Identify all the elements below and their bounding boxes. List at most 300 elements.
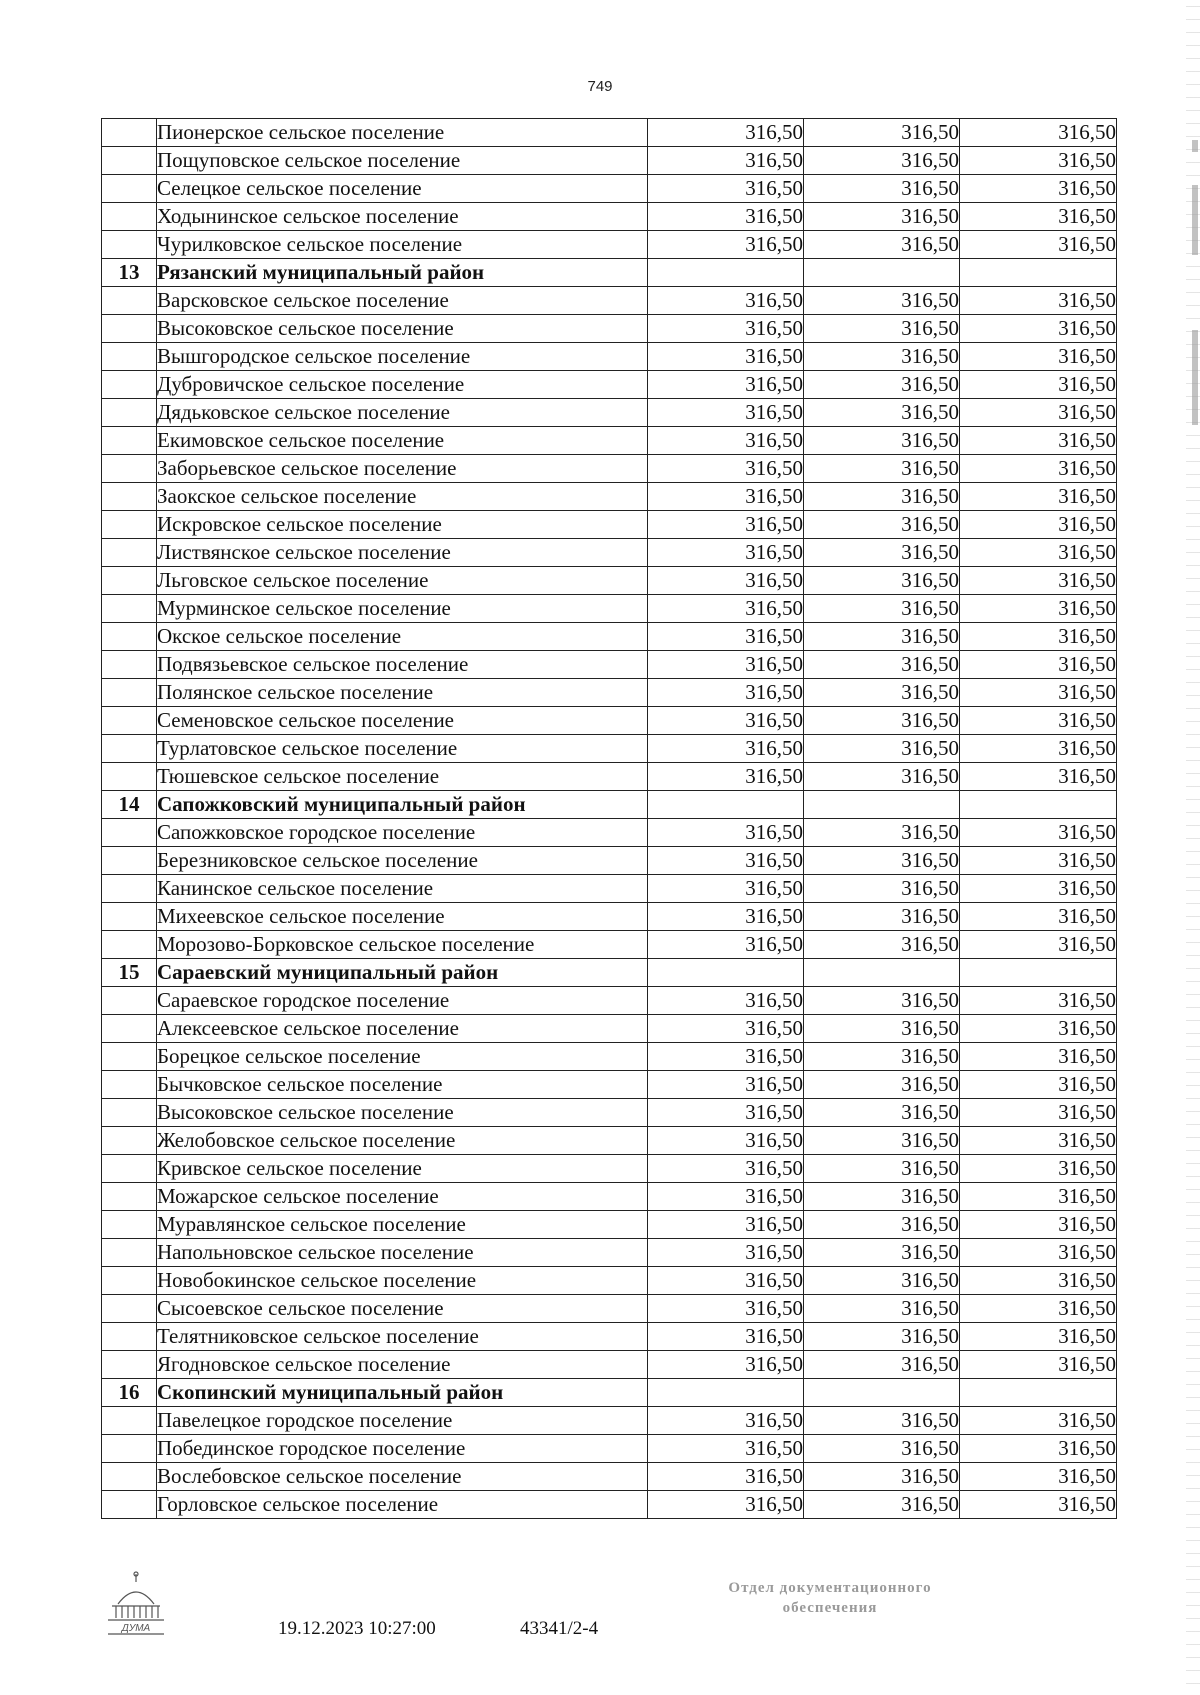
table-row <box>102 987 1117 1015</box>
value-cell-3: 316,50 <box>960 1295 1117 1323</box>
value-cell-1: 316,50 <box>648 203 804 231</box>
value-cell-1: 316,50 <box>648 567 804 595</box>
value-cell-2: 316,50 <box>804 595 960 623</box>
value-cell-1: 316,50 <box>648 1435 804 1463</box>
value-cell-2: 316,50 <box>804 1211 960 1239</box>
table-row <box>102 847 1117 875</box>
value-cell-2: 316,50 <box>804 1323 960 1351</box>
value-cell-2: 316,50 <box>804 987 960 1015</box>
value-cell-2 <box>804 791 960 819</box>
value-cell-2: 316,50 <box>804 679 960 707</box>
settlement-name-cell: Бычковское сельское поселение <box>157 1071 648 1099</box>
value-cell-3: 316,50 <box>960 595 1117 623</box>
value-cell-3 <box>960 959 1117 987</box>
footer-datetime: 19.12.2023 10:27:00 <box>278 1618 436 1639</box>
stamp-line-2: обеспечения <box>782 1600 878 1616</box>
row-number-cell <box>102 875 157 903</box>
settlement-name-cell: Павелецкое городское поселение <box>157 1407 648 1435</box>
value-cell-3: 316,50 <box>960 987 1117 1015</box>
district-row <box>102 959 1117 987</box>
table-row <box>102 315 1117 343</box>
value-cell-3: 316,50 <box>960 371 1117 399</box>
row-number-cell <box>102 567 157 595</box>
value-cell-2: 316,50 <box>804 1043 960 1071</box>
row-number-cell <box>102 931 157 959</box>
value-cell-3: 316,50 <box>960 203 1117 231</box>
table-row <box>102 119 1117 147</box>
table-row <box>102 1463 1117 1491</box>
value-cell-2: 316,50 <box>804 315 960 343</box>
table-row <box>102 1183 1117 1211</box>
settlement-name-cell: Полянское сельское поселение <box>157 679 648 707</box>
value-cell-2 <box>804 1379 960 1407</box>
value-cell-1: 316,50 <box>648 455 804 483</box>
value-cell-2: 316,50 <box>804 819 960 847</box>
value-cell-1: 316,50 <box>648 1099 804 1127</box>
value-cell-3: 316,50 <box>960 875 1117 903</box>
table-row <box>102 763 1117 791</box>
department-stamp <box>690 1578 970 1618</box>
value-cell-3: 316,50 <box>960 931 1117 959</box>
value-cell-2: 316,50 <box>804 651 960 679</box>
table-row <box>102 567 1117 595</box>
value-cell-2: 316,50 <box>804 1351 960 1379</box>
table-row <box>102 399 1117 427</box>
table-row <box>102 1407 1117 1435</box>
value-cell-2: 316,50 <box>804 483 960 511</box>
settlement-name-cell: Кривское сельское поселение <box>157 1155 648 1183</box>
value-cell-3: 316,50 <box>960 1155 1117 1183</box>
value-cell-1: 316,50 <box>648 511 804 539</box>
value-cell-3: 316,50 <box>960 1071 1117 1099</box>
table-row <box>102 455 1117 483</box>
scan-artifact <box>1192 330 1198 425</box>
value-cell-2: 316,50 <box>804 763 960 791</box>
value-cell-1: 316,50 <box>648 1211 804 1239</box>
value-cell-2: 316,50 <box>804 1183 960 1211</box>
value-cell-2: 316,50 <box>804 875 960 903</box>
value-cell-1: 316,50 <box>648 1239 804 1267</box>
table-row <box>102 1491 1117 1519</box>
value-cell-2: 316,50 <box>804 707 960 735</box>
value-cell-1 <box>648 1379 804 1407</box>
value-cell-3: 316,50 <box>960 1435 1117 1463</box>
value-cell-1: 316,50 <box>648 1295 804 1323</box>
table-row <box>102 679 1117 707</box>
value-cell-2: 316,50 <box>804 539 960 567</box>
settlement-name-cell: Вышгородское сельское поселение <box>157 343 648 371</box>
value-cell-1: 316,50 <box>648 679 804 707</box>
row-number-cell <box>102 203 157 231</box>
row-number-cell <box>102 651 157 679</box>
value-cell-1: 316,50 <box>648 735 804 763</box>
table-row <box>102 1155 1117 1183</box>
value-cell-1: 316,50 <box>648 819 804 847</box>
value-cell-2: 316,50 <box>804 1463 960 1491</box>
value-cell-3: 316,50 <box>960 231 1117 259</box>
row-number-cell <box>102 1043 157 1071</box>
settlement-name-cell: Муравлянское сельское поселение <box>157 1211 648 1239</box>
settlement-name-cell: Чурилковское сельское поселение <box>157 231 648 259</box>
value-cell-3: 316,50 <box>960 539 1117 567</box>
value-cell-1: 316,50 <box>648 427 804 455</box>
value-cell-3: 316,50 <box>960 1351 1117 1379</box>
value-cell-1 <box>648 959 804 987</box>
value-cell-2: 316,50 <box>804 231 960 259</box>
row-number-cell <box>102 903 157 931</box>
value-cell-2: 316,50 <box>804 903 960 931</box>
settlement-name-cell: Сараевское городское поселение <box>157 987 648 1015</box>
value-cell-2: 316,50 <box>804 567 960 595</box>
value-cell-1: 316,50 <box>648 119 804 147</box>
value-cell-1: 316,50 <box>648 1267 804 1295</box>
logo-text: ДУМА <box>121 1623 151 1634</box>
settlement-name-cell: Мурминское сельское поселение <box>157 595 648 623</box>
value-cell-1: 316,50 <box>648 903 804 931</box>
settlement-name-cell: Скопинский муниципальный район <box>157 1379 648 1407</box>
district-row <box>102 1379 1117 1407</box>
table-row <box>102 875 1117 903</box>
value-cell-3: 316,50 <box>960 847 1117 875</box>
value-cell-3: 316,50 <box>960 511 1117 539</box>
row-number-cell <box>102 1239 157 1267</box>
table-row <box>102 1239 1117 1267</box>
settlement-name-cell: Дядьковское сельское поселение <box>157 399 648 427</box>
footer-doc-code: 43341/2-4 <box>520 1618 599 1639</box>
settlement-name-cell: Ягодновское сельское поселение <box>157 1351 648 1379</box>
value-cell-1: 316,50 <box>648 1463 804 1491</box>
table-row <box>102 1099 1117 1127</box>
value-cell-2: 316,50 <box>804 1407 960 1435</box>
value-cell-2: 316,50 <box>804 1491 960 1519</box>
value-cell-3: 316,50 <box>960 623 1117 651</box>
value-cell-3: 316,50 <box>960 1183 1117 1211</box>
row-number-cell <box>102 1323 157 1351</box>
value-cell-3: 316,50 <box>960 483 1117 511</box>
table-row <box>102 147 1117 175</box>
settlement-name-cell: Сысоевское сельское поселение <box>157 1295 648 1323</box>
table-row <box>102 1015 1117 1043</box>
value-cell-3: 316,50 <box>960 175 1117 203</box>
value-cell-3: 316,50 <box>960 1211 1117 1239</box>
value-cell-3: 316,50 <box>960 119 1117 147</box>
row-number-cell <box>102 1463 157 1491</box>
value-cell-2: 316,50 <box>804 455 960 483</box>
settlement-name-cell: Окское сельское поселение <box>157 623 648 651</box>
value-cell-3: 316,50 <box>960 1463 1117 1491</box>
value-cell-2: 316,50 <box>804 371 960 399</box>
scan-artifact <box>1192 140 1198 152</box>
row-number-cell <box>102 483 157 511</box>
value-cell-2: 316,50 <box>804 203 960 231</box>
value-cell-3: 316,50 <box>960 147 1117 175</box>
table-row <box>102 623 1117 651</box>
table-row <box>102 735 1117 763</box>
value-cell-2: 316,50 <box>804 1435 960 1463</box>
row-number-cell <box>102 763 157 791</box>
settlement-name-cell: Листвянское сельское поселение <box>157 539 648 567</box>
row-number-cell <box>102 1435 157 1463</box>
row-number-cell <box>102 707 157 735</box>
value-cell-1: 316,50 <box>648 763 804 791</box>
row-number-cell <box>102 287 157 315</box>
table-row <box>102 903 1117 931</box>
value-cell-2: 316,50 <box>804 399 960 427</box>
value-cell-2 <box>804 259 960 287</box>
value-cell-2: 316,50 <box>804 847 960 875</box>
value-cell-1: 316,50 <box>648 1155 804 1183</box>
row-number-cell <box>102 847 157 875</box>
settlement-name-cell: Высоковское сельское поселение <box>157 315 648 343</box>
settlement-name-cell: Заокское сельское поселение <box>157 483 648 511</box>
value-cell-2: 316,50 <box>804 1127 960 1155</box>
table-row <box>102 287 1117 315</box>
value-cell-1: 316,50 <box>648 371 804 399</box>
settlement-name-cell: Высоковское сельское поселение <box>157 1099 648 1127</box>
row-number-cell: 15 <box>102 959 157 987</box>
table-row <box>102 427 1117 455</box>
value-cell-2: 316,50 <box>804 1239 960 1267</box>
value-cell-3: 316,50 <box>960 819 1117 847</box>
table-row <box>102 1043 1117 1071</box>
row-number-cell <box>102 1015 157 1043</box>
value-cell-1: 316,50 <box>648 287 804 315</box>
value-cell-3 <box>960 1379 1117 1407</box>
duma-logo-icon <box>104 1570 168 1636</box>
table-row <box>102 1071 1117 1099</box>
row-number-cell: 13 <box>102 259 157 287</box>
value-cell-1: 316,50 <box>648 175 804 203</box>
value-cell-3: 316,50 <box>960 1323 1117 1351</box>
row-number-cell <box>102 343 157 371</box>
value-cell-3: 316,50 <box>960 455 1117 483</box>
table-row <box>102 1127 1117 1155</box>
value-cell-1: 316,50 <box>648 987 804 1015</box>
row-number-cell <box>102 1295 157 1323</box>
value-cell-1: 316,50 <box>648 1043 804 1071</box>
row-number-cell <box>102 1351 157 1379</box>
table-row <box>102 231 1117 259</box>
row-number-cell <box>102 427 157 455</box>
value-cell-1: 316,50 <box>648 875 804 903</box>
row-number-cell <box>102 1099 157 1127</box>
table-row <box>102 203 1117 231</box>
settlement-name-cell: Канинское сельское поселение <box>157 875 648 903</box>
value-cell-1 <box>648 259 804 287</box>
table-row <box>102 1211 1117 1239</box>
value-cell-2: 316,50 <box>804 931 960 959</box>
row-number-cell <box>102 1407 157 1435</box>
row-number-cell <box>102 511 157 539</box>
row-number-cell <box>102 147 157 175</box>
value-cell-1: 316,50 <box>648 343 804 371</box>
settlement-name-cell: Сапожковский муниципальный район <box>157 791 648 819</box>
settlement-name-cell: Селецкое сельское поселение <box>157 175 648 203</box>
value-cell-3: 316,50 <box>960 1043 1117 1071</box>
table-row <box>102 931 1117 959</box>
row-number-cell: 14 <box>102 791 157 819</box>
settlement-name-cell: Семеновское сельское поселение <box>157 707 648 735</box>
value-cell-1: 316,50 <box>648 1323 804 1351</box>
row-number-cell: 16 <box>102 1379 157 1407</box>
value-cell-3: 316,50 <box>960 427 1117 455</box>
value-cell-2: 316,50 <box>804 1267 960 1295</box>
value-cell-2: 316,50 <box>804 511 960 539</box>
row-number-cell <box>102 1211 157 1239</box>
value-cell-3: 316,50 <box>960 735 1117 763</box>
settlement-name-cell: Борецкое сельское поселение <box>157 1043 648 1071</box>
settlement-name-cell: Дубровичское сельское поселение <box>157 371 648 399</box>
value-cell-3: 316,50 <box>960 315 1117 343</box>
row-number-cell <box>102 1267 157 1295</box>
settlement-name-cell: Подвязьевское сельское поселение <box>157 651 648 679</box>
value-cell-3: 316,50 <box>960 1407 1117 1435</box>
value-cell-1: 316,50 <box>648 623 804 651</box>
settlement-name-cell: Желобовское сельское поселение <box>157 1127 648 1155</box>
value-cell-1: 316,50 <box>648 1015 804 1043</box>
settlement-name-cell: Варсковское сельское поселение <box>157 287 648 315</box>
row-number-cell <box>102 1127 157 1155</box>
row-number-cell <box>102 623 157 651</box>
value-cell-1: 316,50 <box>648 847 804 875</box>
value-cell-3: 316,50 <box>960 651 1117 679</box>
value-cell-3: 316,50 <box>960 1491 1117 1519</box>
settlement-name-cell: Побединское городское поселение <box>157 1435 648 1463</box>
value-cell-3: 316,50 <box>960 1267 1117 1295</box>
value-cell-2: 316,50 <box>804 287 960 315</box>
settlement-name-cell: Березниковское сельское поселение <box>157 847 648 875</box>
value-cell-3 <box>960 259 1117 287</box>
table-row <box>102 483 1117 511</box>
settlement-name-cell: Тюшевское сельское поселение <box>157 763 648 791</box>
value-cell-3: 316,50 <box>960 343 1117 371</box>
value-cell-2: 316,50 <box>804 119 960 147</box>
value-cell-2: 316,50 <box>804 175 960 203</box>
value-cell-1: 316,50 <box>648 1071 804 1099</box>
page-number: 749 <box>587 78 613 95</box>
district-row <box>102 791 1117 819</box>
value-cell-1: 316,50 <box>648 539 804 567</box>
settlement-name-cell: Искровское сельское поселение <box>157 511 648 539</box>
value-cell-1: 316,50 <box>648 147 804 175</box>
settlement-name-cell: Сапожковское городское поселение <box>157 819 648 847</box>
row-number-cell <box>102 735 157 763</box>
scan-artifact <box>1192 185 1198 255</box>
settlement-name-cell: Пионерское сельское поселение <box>157 119 648 147</box>
row-number-cell <box>102 175 157 203</box>
table-row <box>102 1267 1117 1295</box>
value-cell-1: 316,50 <box>648 483 804 511</box>
value-cell-1: 316,50 <box>648 1407 804 1435</box>
value-cell-1: 316,50 <box>648 315 804 343</box>
row-number-cell <box>102 987 157 1015</box>
table-body <box>102 119 1117 1519</box>
budget-table <box>101 118 1117 1519</box>
settlement-name-cell: Телятниковское сельское поселение <box>157 1323 648 1351</box>
table-row <box>102 371 1117 399</box>
value-cell-2: 316,50 <box>804 1155 960 1183</box>
settlement-name-cell: Екимовское сельское поселение <box>157 427 648 455</box>
value-cell-2: 316,50 <box>804 623 960 651</box>
settlement-name-cell: Можарское сельское поселение <box>157 1183 648 1211</box>
settlement-name-cell: Рязанский муниципальный район <box>157 259 648 287</box>
value-cell-1: 316,50 <box>648 1127 804 1155</box>
table-row <box>102 539 1117 567</box>
row-number-cell <box>102 819 157 847</box>
table-row <box>102 595 1117 623</box>
value-cell-3 <box>960 791 1117 819</box>
value-cell-1: 316,50 <box>648 399 804 427</box>
value-cell-1: 316,50 <box>648 707 804 735</box>
value-cell-3: 316,50 <box>960 763 1117 791</box>
settlement-name-cell: Морозово-Борковское сельское поселение <box>157 931 648 959</box>
row-number-cell <box>102 1183 157 1211</box>
settlement-name-cell: Турлатовское сельское поселение <box>157 735 648 763</box>
settlement-name-cell: Сараевский муниципальный район <box>157 959 648 987</box>
value-cell-3: 316,50 <box>960 1127 1117 1155</box>
row-number-cell <box>102 231 157 259</box>
value-cell-2: 316,50 <box>804 427 960 455</box>
table-row <box>102 819 1117 847</box>
row-number-cell <box>102 371 157 399</box>
value-cell-3: 316,50 <box>960 903 1117 931</box>
settlement-name-cell: Новобокинское сельское поселение <box>157 1267 648 1295</box>
value-cell-2: 316,50 <box>804 147 960 175</box>
settlement-name-cell: Алексеевское сельское поселение <box>157 1015 648 1043</box>
table-row <box>102 1351 1117 1379</box>
row-number-cell <box>102 539 157 567</box>
settlement-name-cell: Пощуповское сельское поселение <box>157 147 648 175</box>
value-cell-2: 316,50 <box>804 1099 960 1127</box>
value-cell-1: 316,50 <box>648 231 804 259</box>
row-number-cell <box>102 679 157 707</box>
settlement-name-cell: Заборьевское сельское поселение <box>157 455 648 483</box>
row-number-cell <box>102 119 157 147</box>
value-cell-3: 316,50 <box>960 567 1117 595</box>
row-number-cell <box>102 595 157 623</box>
table-row <box>102 651 1117 679</box>
table-row <box>102 343 1117 371</box>
value-cell-1: 316,50 <box>648 1491 804 1519</box>
row-number-cell <box>102 315 157 343</box>
table-row <box>102 175 1117 203</box>
value-cell-2 <box>804 959 960 987</box>
value-cell-3: 316,50 <box>960 399 1117 427</box>
row-number-cell <box>102 455 157 483</box>
settlement-name-cell: Напольновское сельское поселение <box>157 1239 648 1267</box>
row-number-cell <box>102 399 157 427</box>
row-number-cell <box>102 1071 157 1099</box>
value-cell-3: 316,50 <box>960 1099 1117 1127</box>
value-cell-1: 316,50 <box>648 1351 804 1379</box>
value-cell-3: 316,50 <box>960 1239 1117 1267</box>
value-cell-3: 316,50 <box>960 707 1117 735</box>
value-cell-1: 316,50 <box>648 931 804 959</box>
settlement-name-cell: Вослебовское сельское поселение <box>157 1463 648 1491</box>
value-cell-2: 316,50 <box>804 343 960 371</box>
value-cell-2: 316,50 <box>804 1015 960 1043</box>
table-row <box>102 707 1117 735</box>
table-row <box>102 1435 1117 1463</box>
value-cell-1: 316,50 <box>648 651 804 679</box>
value-cell-1: 316,50 <box>648 1183 804 1211</box>
value-cell-2: 316,50 <box>804 735 960 763</box>
row-number-cell <box>102 1155 157 1183</box>
value-cell-2: 316,50 <box>804 1295 960 1323</box>
stamp-line-1: Отдел документационного <box>728 1580 932 1596</box>
value-cell-3: 316,50 <box>960 1015 1117 1043</box>
value-cell-2: 316,50 <box>804 1071 960 1099</box>
